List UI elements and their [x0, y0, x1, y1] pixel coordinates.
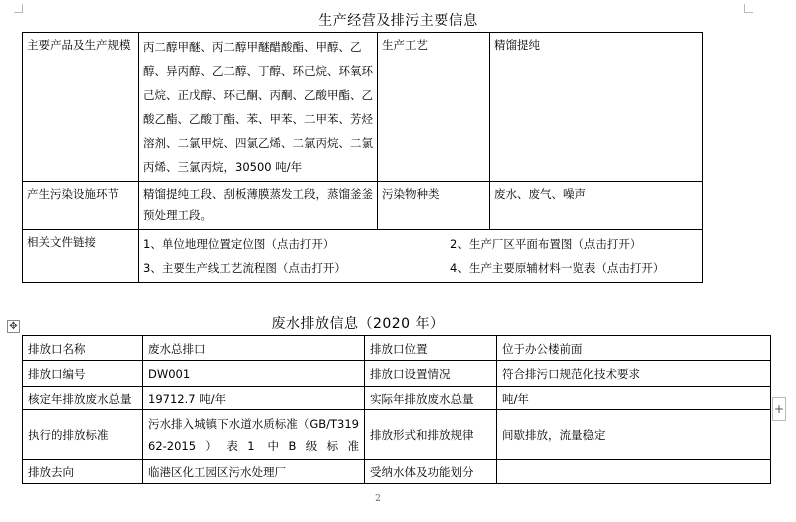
link-materials-list[interactable]: 4、生产主要原辅材料一览表（点击打开）: [450, 261, 665, 275]
discharge-mode-label: 排放形式和排放规律: [365, 410, 497, 460]
destination-value: 临港区化工园区污水处理厂: [143, 460, 365, 484]
link-process-flow[interactable]: 3、主要生产线工艺流程图（点击打开）: [143, 261, 346, 275]
links-cell: [139, 230, 703, 283]
outlet-name-label: 排放口名称: [23, 336, 143, 361]
pollutant-label: 污染物种类: [378, 182, 490, 230]
section-title-wastewater: 废水排放信息（2020 年）: [271, 316, 445, 332]
facility-value: 精馏提纯工段、刮板薄膜蒸发工段，蒸馏釜釜预处理工段。: [139, 182, 378, 230]
products-label: 主要产品及生产规模: [23, 33, 139, 182]
receiving-water-label: 受纳水体及功能划分: [365, 460, 497, 484]
link-plant-layout[interactable]: 2、生产厂区平面布置图（点击打开）: [450, 237, 642, 251]
section-title-production: 生产经营及排污主要信息: [318, 13, 478, 29]
outlet-id-value: DW001: [143, 361, 365, 387]
links-label: 相关文件链接: [23, 230, 139, 283]
add-column-icon[interactable]: +: [772, 397, 786, 421]
outlet-id-label: 排放口编号: [23, 361, 143, 387]
facility-label: 产生污染设施环节: [23, 182, 139, 230]
products-value: 丙二醇甲醚、丙二醇甲醚醋酸酯、甲醇、乙醇、异丙醇、乙二醇、丁醇、环己烷、环氧环己烷、正戊醇、环己酮、丙酮、乙酸甲酯、乙酸乙酯、乙酸丁酯、苯、甲苯、二甲苯、芳烃溶剂、二氯甲烷、四氯乙烯、二氯丙烷、二氯丙烯、三氯丙烷，30500 吨/年: [139, 33, 378, 182]
outlet-setup-value: 符合排污口规范化技术要求: [497, 361, 771, 387]
outlet-location-value: 位于办公楼前面: [497, 336, 771, 361]
table-move-handle-icon[interactable]: ✥: [7, 320, 20, 333]
pollutant-value: 废水、废气、噪声: [490, 182, 703, 230]
outlet-name-value: 废水总排口: [143, 336, 365, 361]
outlet-location-label: 排放口位置: [365, 336, 497, 361]
standard-label: 执行的排放标准: [23, 410, 143, 460]
outlet-setup-label: 排放口设置情况: [365, 361, 497, 387]
process-value: 精馏提纯: [490, 33, 703, 182]
destination-label: 排放去向: [23, 460, 143, 484]
actual-volume-label: 实际年排放废水总量: [365, 387, 497, 410]
page-number: 2: [375, 494, 381, 504]
production-info-table: [22, 32, 703, 283]
process-label: 生产工艺: [378, 33, 490, 182]
approved-volume-value: 19712.7 吨/年: [143, 387, 365, 410]
standard-value: 污水排入城镇下水道水质标准（GB/T31962-2015）表1 中B级标准: [143, 410, 365, 460]
actual-volume-value: 吨/年: [497, 387, 771, 410]
approved-volume-label: 核定年排放废水总量: [23, 387, 143, 410]
link-location-map[interactable]: 1、单位地理位置定位图（点击打开）: [143, 237, 335, 251]
discharge-mode-value: 间歇排放，流量稳定: [497, 410, 771, 460]
wastewater-table: [22, 335, 771, 484]
receiving-water-value: [497, 460, 771, 484]
